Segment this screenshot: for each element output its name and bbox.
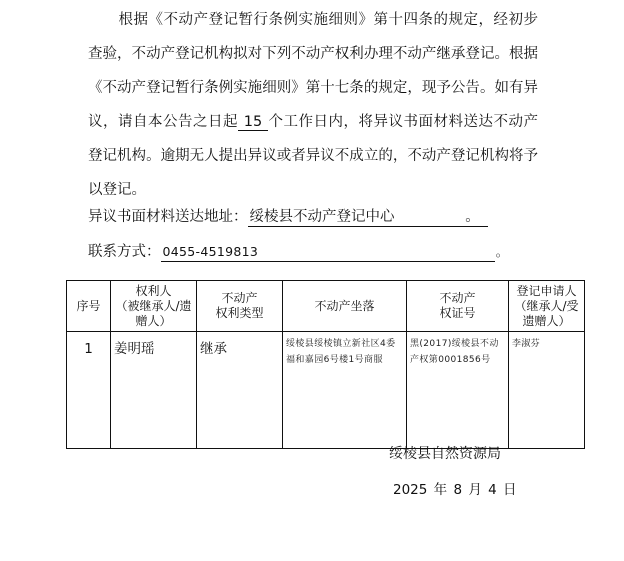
cell-holder: 姜明瑶 xyxy=(111,332,197,449)
contact-label: 联系方式： xyxy=(88,244,161,260)
table-header-row xyxy=(67,281,585,332)
address-end: 。 xyxy=(465,209,480,225)
header-holder: 权利人 （被继承人/遗赠人） xyxy=(111,281,197,332)
address-label: 异议书面材料送达地址： xyxy=(88,209,248,225)
header-right-type: 不动产 权利类型 xyxy=(197,281,283,332)
header-cert: 不动产 权证号 xyxy=(407,281,509,332)
contact-line xyxy=(88,242,509,262)
cell-location: 绥棱县绥棱镇立新社区4委福和嘉园6号楼1号商服 xyxy=(283,332,407,449)
notice-text-part2: 个工作日内，将异议书面材料送达不动产登记机构。逾期无人提出异议或者异议不成立的，不动产登记机构将予以登记。 xyxy=(88,114,538,198)
cell-right-type: 继承 xyxy=(197,332,283,449)
table-row xyxy=(67,332,585,449)
address-value: 绥棱县不动产登记中心 。 xyxy=(248,208,488,227)
header-seq: 序号 xyxy=(67,281,111,332)
cell-seq: 1 xyxy=(67,332,111,449)
cell-cert: 黑(2017)绥棱县不动产权第0001856号 xyxy=(407,332,509,449)
notice-paragraph xyxy=(88,3,538,207)
notice-days: 15 xyxy=(238,114,268,131)
registration-table xyxy=(66,280,585,449)
notice-text-part1: 根据《不动产登记暂行条例实施细则》第十四条的规定，经初步查验，不动产登记机构拟对下列不动产权利办理不动产继承登记。根据《不动产登记暂行条例实施细则》第十七条的规定，现予公告。如有异议，请自本公告之日起 xyxy=(88,12,538,130)
cell-applicant: 李淑芬 xyxy=(509,332,585,449)
header-location: 不动产坐落 xyxy=(283,281,407,332)
header-applicant: 登记申请人 （继承人/受遗赠人） xyxy=(509,281,585,332)
issue-date: 2025 年 8 月 4 日 xyxy=(393,482,517,498)
contact-value: 0455-4519813 。 xyxy=(161,243,495,262)
issuer-name: 绥棱县自然资源局 xyxy=(389,446,501,462)
contact-end: 。 xyxy=(495,244,509,259)
address-line xyxy=(88,207,488,227)
